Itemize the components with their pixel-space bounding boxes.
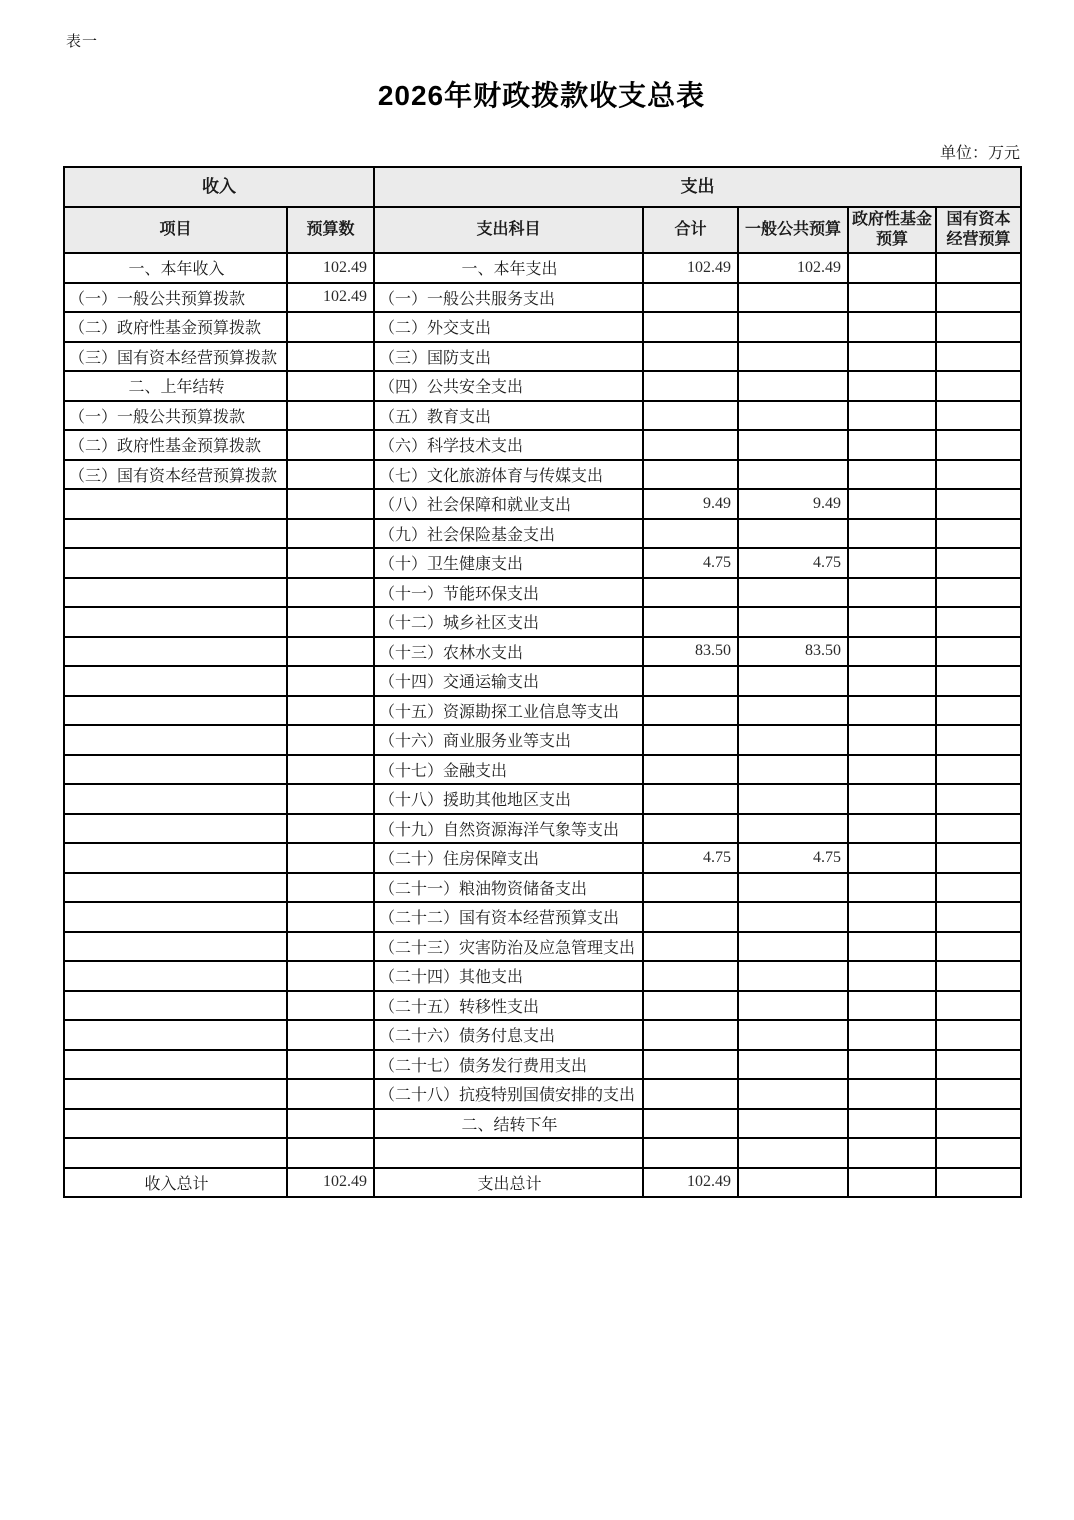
expense-general-budget-cell: [738, 696, 848, 726]
expense-state-capital-cell: [936, 814, 1021, 844]
col-header-gov-fund-budget: 政府性基金预算: [848, 207, 936, 253]
expense-gov-fund-cell: [848, 460, 936, 490]
expense-state-capital-cell: [936, 637, 1021, 667]
table-row: [64, 312, 1021, 342]
expense-general-budget-cell: [738, 666, 848, 696]
expense-gov-fund-cell: [848, 755, 936, 785]
expense-item-cell: （十二）城乡社区支出: [374, 607, 643, 637]
table-row: [64, 401, 1021, 431]
table-row: [64, 1109, 1021, 1139]
expense-item-cell: （十一）节能环保支出: [374, 578, 643, 608]
table-row: [64, 1138, 1021, 1168]
expense-general-budget-cell: 102.49: [738, 253, 848, 283]
expense-gov-fund-cell: [848, 1020, 936, 1050]
expense-gov-fund-cell: [848, 696, 936, 726]
expense-item-cell: （二十三）灾害防治及应急管理支出: [374, 932, 643, 962]
col-header-budget: 预算数: [287, 207, 374, 253]
income-item-cell: [64, 725, 287, 755]
expense-state-capital-cell: [936, 312, 1021, 342]
income-budget-cell: [287, 873, 374, 903]
table-row: [64, 784, 1021, 814]
income-item-cell: [64, 784, 287, 814]
expense-gov-fund-cell: [848, 519, 936, 549]
income-budget-cell: [287, 696, 374, 726]
income-budget-cell: [287, 401, 374, 431]
expense-general-budget-cell: [738, 725, 848, 755]
income-budget-cell: [287, 725, 374, 755]
expense-total-cell: [643, 312, 738, 342]
table-row: [64, 932, 1021, 962]
income-item-cell: （三）国有资本经营预算拨款: [64, 342, 287, 372]
expense-gov-fund-cell: [848, 961, 936, 991]
table-row: [64, 548, 1021, 578]
table-row: [64, 607, 1021, 637]
income-budget-cell: [287, 814, 374, 844]
expense-item-cell: 二、结转下年: [374, 1109, 643, 1139]
expense-state-capital-cell: [936, 283, 1021, 313]
expense-total-cell: [643, 1050, 738, 1080]
expense-gov-fund-cell: [848, 843, 936, 873]
income-item-cell: [64, 991, 287, 1021]
income-budget-cell: [287, 843, 374, 873]
income-budget-cell: [287, 1079, 374, 1109]
expense-general-budget-cell: 4.75: [738, 843, 848, 873]
expense-gov-fund-cell: [848, 342, 936, 372]
expense-general-budget-cell: 83.50: [738, 637, 848, 667]
expense-total-cell: [643, 1109, 738, 1139]
expense-total-cell: 102.49: [643, 253, 738, 283]
sheet-number-label: 表一: [66, 34, 99, 50]
expense-item-cell: （十九）自然资源海洋气象等支出: [374, 814, 643, 844]
table-row: [64, 637, 1021, 667]
expense-total-cell: [643, 991, 738, 1021]
expense-general-budget-cell: [738, 1079, 848, 1109]
expense-total-cell: [643, 1138, 738, 1168]
expense-state-capital-cell: [936, 902, 1021, 932]
expense-total-cell: [643, 961, 738, 991]
expense-total-cell: [643, 342, 738, 372]
expense-gov-fund-cell: [848, 932, 936, 962]
expense-item-cell: （二十六）债务付息支出: [374, 1020, 643, 1050]
expense-gov-fund-cell: [848, 401, 936, 431]
expense-item-cell: （七）文化旅游体育与传媒支出: [374, 460, 643, 490]
expense-state-capital-cell: [936, 696, 1021, 726]
expense-gov-fund-cell: [848, 1138, 936, 1168]
expense-general-budget-cell: [738, 578, 848, 608]
expense-gov-fund-cell: [848, 489, 936, 519]
expense-item-cell: （二十四）其他支出: [374, 961, 643, 991]
expense-state-capital-cell: [936, 401, 1021, 431]
expense-gov-fund-cell: [848, 312, 936, 342]
table-row: [64, 666, 1021, 696]
expense-general-budget-cell: [738, 283, 848, 313]
col-header-income-item: 项目: [64, 207, 287, 253]
expense-state-capital-cell: [936, 991, 1021, 1021]
expense-item-cell: 一、本年支出: [374, 253, 643, 283]
expense-gov-fund-cell: [848, 253, 936, 283]
income-budget-cell: [287, 519, 374, 549]
expense-general-budget-cell: [738, 430, 848, 460]
expense-item-cell: （三）国防支出: [374, 342, 643, 372]
table-row: [64, 342, 1021, 372]
income-budget-cell: [287, 430, 374, 460]
income-item-cell: （一）一般公共预算拨款: [64, 401, 287, 431]
expense-state-capital-cell: [936, 342, 1021, 372]
income-item-cell: [64, 902, 287, 932]
income-item-cell: [64, 1138, 287, 1168]
expense-total-cell: [643, 666, 738, 696]
income-budget-cell: [287, 637, 374, 667]
expense-gov-fund-cell: [848, 283, 936, 313]
expense-general-budget-cell: [738, 873, 848, 903]
col-header-general-public-budget: 一般公共预算: [738, 207, 848, 253]
expense-item-cell: [374, 1138, 643, 1168]
expense-gov-fund-cell: [848, 637, 936, 667]
table-row: [64, 961, 1021, 991]
expense-state-capital-cell: [936, 843, 1021, 873]
expense-total-cell: [643, 607, 738, 637]
expense-general-budget-cell: [738, 607, 848, 637]
expense-general-budget-cell: [738, 755, 848, 785]
expense-general-budget-cell: [738, 1050, 848, 1080]
expense-state-capital-cell: [936, 578, 1021, 608]
expense-total-cell: [643, 519, 738, 549]
income-item-cell: [64, 755, 287, 785]
income-item-cell: （二）政府性基金预算拨款: [64, 312, 287, 342]
table-row: [64, 725, 1021, 755]
expense-gov-fund-cell: [848, 607, 936, 637]
expense-item-cell: （四）公共安全支出: [374, 371, 643, 401]
expense-state-capital-cell: [936, 253, 1021, 283]
table-row: [64, 578, 1021, 608]
expense-gov-fund-cell: [848, 1168, 936, 1198]
expense-group-header: 支出: [374, 167, 1021, 207]
table-row: [64, 519, 1021, 549]
income-budget-cell: [287, 460, 374, 490]
expense-state-capital-cell: [936, 1020, 1021, 1050]
expense-state-capital-cell: [936, 489, 1021, 519]
expense-state-capital-cell: [936, 1138, 1021, 1168]
income-budget-cell: 102.49: [287, 283, 374, 313]
page-title: 2026年财政拨款收支总表: [377, 80, 706, 111]
expense-general-budget-cell: [738, 401, 848, 431]
table-row: [64, 460, 1021, 490]
table-row: [64, 430, 1021, 460]
expense-state-capital-cell: [936, 1109, 1021, 1139]
expense-item-cell: （二）外交支出: [374, 312, 643, 342]
expense-total-cell: [643, 784, 738, 814]
income-item-cell: [64, 666, 287, 696]
expense-item-cell: （五）教育支出: [374, 401, 643, 431]
income-item-cell: （二）政府性基金预算拨款: [64, 430, 287, 460]
expense-state-capital-cell: [936, 873, 1021, 903]
income-budget-cell: [287, 312, 374, 342]
expense-state-capital-cell: [936, 1079, 1021, 1109]
expense-general-budget-cell: [738, 1109, 848, 1139]
income-budget-cell: [287, 548, 374, 578]
budget-summary-table: [63, 166, 1022, 1198]
table-row: [64, 1020, 1021, 1050]
expense-item-cell: （二十二）国有资本经营预算支出: [374, 902, 643, 932]
expense-total-cell: 102.49: [643, 1168, 738, 1198]
expense-total-cell: 4.75: [643, 843, 738, 873]
income-budget-cell: [287, 1020, 374, 1050]
expense-general-budget-cell: [738, 784, 848, 814]
expense-total-cell: 83.50: [643, 637, 738, 667]
income-budget-cell: [287, 666, 374, 696]
expense-general-budget-cell: [738, 1020, 848, 1050]
income-budget-cell: [287, 991, 374, 1021]
income-budget-cell: 102.49: [287, 1168, 374, 1198]
col-header-state-capital-budget: 国有资本经营预算: [936, 207, 1021, 253]
income-item-cell: [64, 961, 287, 991]
expense-general-budget-cell: [738, 460, 848, 490]
expense-total-cell: [643, 902, 738, 932]
expense-item-cell: 支出总计: [374, 1168, 643, 1198]
income-item-cell: 一、本年收入: [64, 253, 287, 283]
expense-gov-fund-cell: [848, 371, 936, 401]
income-budget-cell: [287, 489, 374, 519]
expense-item-cell: （二十五）转移性支出: [374, 991, 643, 1021]
income-budget-cell: [287, 755, 374, 785]
income-item-cell: [64, 489, 287, 519]
table-body: [64, 253, 1021, 1197]
expense-total-cell: [643, 696, 738, 726]
expense-state-capital-cell: [936, 548, 1021, 578]
expense-gov-fund-cell: [848, 784, 936, 814]
expense-gov-fund-cell: [848, 578, 936, 608]
expense-item-cell: （二十七）债务发行费用支出: [374, 1050, 643, 1080]
expense-total-cell: [643, 401, 738, 431]
expense-item-cell: （二十）住房保障支出: [374, 843, 643, 873]
expense-gov-fund-cell: [848, 814, 936, 844]
expense-item-cell: （十八）援助其他地区支出: [374, 784, 643, 814]
expense-total-cell: [643, 371, 738, 401]
expense-gov-fund-cell: [848, 902, 936, 932]
expense-state-capital-cell: [936, 1050, 1021, 1080]
expense-state-capital-cell: [936, 460, 1021, 490]
expense-general-budget-cell: [738, 814, 848, 844]
expense-state-capital-cell: [936, 1168, 1021, 1198]
income-budget-cell: [287, 578, 374, 608]
expense-general-budget-cell: [738, 519, 848, 549]
income-budget-cell: [287, 607, 374, 637]
expense-total-cell: [643, 814, 738, 844]
income-item-cell: [64, 932, 287, 962]
expense-state-capital-cell: [936, 607, 1021, 637]
expense-gov-fund-cell: [848, 1050, 936, 1080]
table-row: [64, 1168, 1021, 1198]
expense-general-budget-cell: 4.75: [738, 548, 848, 578]
expense-total-cell: 9.49: [643, 489, 738, 519]
expense-total-cell: [643, 283, 738, 313]
income-item-cell: 二、上年结转: [64, 371, 287, 401]
expense-item-cell: （十四）交通运输支出: [374, 666, 643, 696]
income-budget-cell: [287, 902, 374, 932]
col-header-expense-item: 支出科目: [374, 207, 643, 253]
income-item-cell: [64, 548, 287, 578]
expense-item-cell: （八）社会保障和就业支出: [374, 489, 643, 519]
expense-general-budget-cell: [738, 371, 848, 401]
income-item-cell: [64, 873, 287, 903]
expense-state-capital-cell: [936, 519, 1021, 549]
income-item-cell: [64, 1079, 287, 1109]
income-item-cell: [64, 519, 287, 549]
income-budget-cell: [287, 342, 374, 372]
income-item-cell: （三）国有资本经营预算拨款: [64, 460, 287, 490]
expense-state-capital-cell: [936, 430, 1021, 460]
expense-item-cell: （六）科学技术支出: [374, 430, 643, 460]
expense-item-cell: （二十八）抗疫特别国债安排的支出: [374, 1079, 643, 1109]
table-row: [64, 873, 1021, 903]
table-row: [64, 902, 1021, 932]
expense-total-cell: [643, 873, 738, 903]
income-item-cell: [64, 1050, 287, 1080]
expense-state-capital-cell: [936, 371, 1021, 401]
expense-general-budget-cell: [738, 961, 848, 991]
income-budget-cell: 102.49: [287, 253, 374, 283]
group-header-row: [64, 167, 1021, 207]
income-budget-cell: [287, 371, 374, 401]
income-item-cell: 收入总计: [64, 1168, 287, 1198]
income-item-cell: [64, 637, 287, 667]
expense-item-cell: （二十一）粮油物资储备支出: [374, 873, 643, 903]
income-budget-cell: [287, 961, 374, 991]
table-row: [64, 371, 1021, 401]
expense-general-budget-cell: [738, 342, 848, 372]
expense-total-cell: [643, 1020, 738, 1050]
expense-item-cell: （十三）农林水支出: [374, 637, 643, 667]
expense-general-budget-cell: [738, 932, 848, 962]
expense-general-budget-cell: [738, 1138, 848, 1168]
income-item-cell: [64, 607, 287, 637]
income-budget-cell: [287, 932, 374, 962]
expense-gov-fund-cell: [848, 1079, 936, 1109]
table-row: [64, 696, 1021, 726]
table-row: [64, 253, 1021, 283]
table-row: [64, 1079, 1021, 1109]
income-item-cell: （一）一般公共预算拨款: [64, 283, 287, 313]
expense-gov-fund-cell: [848, 873, 936, 903]
col-header-total: 合计: [643, 207, 738, 253]
income-budget-cell: [287, 784, 374, 814]
column-header-row: [64, 207, 1021, 253]
expense-general-budget-cell: [738, 991, 848, 1021]
expense-gov-fund-cell: [848, 430, 936, 460]
expense-total-cell: [643, 460, 738, 490]
income-item-cell: [64, 1109, 287, 1139]
expense-item-cell: （九）社会保险基金支出: [374, 519, 643, 549]
income-group-header: 收入: [64, 167, 374, 207]
income-budget-cell: [287, 1109, 374, 1139]
table-row: [64, 814, 1021, 844]
expense-total-cell: [643, 578, 738, 608]
expense-state-capital-cell: [936, 725, 1021, 755]
table-header: [64, 167, 1021, 253]
table-row: [64, 843, 1021, 873]
table-row: [64, 489, 1021, 519]
expense-gov-fund-cell: [848, 548, 936, 578]
expense-total-cell: [643, 755, 738, 785]
income-budget-cell: [287, 1050, 374, 1080]
income-budget-cell: [287, 1138, 374, 1168]
table-row: [64, 991, 1021, 1021]
expense-general-budget-cell: [738, 1168, 848, 1198]
expense-item-cell: （十）卫生健康支出: [374, 548, 643, 578]
unit-note: 单位：万元: [939, 145, 1020, 162]
table-row: [64, 283, 1021, 313]
expense-total-cell: [643, 430, 738, 460]
expense-total-cell: [643, 932, 738, 962]
expense-item-cell: （十五）资源勘探工业信息等支出: [374, 696, 643, 726]
income-item-cell: [64, 1020, 287, 1050]
expense-state-capital-cell: [936, 666, 1021, 696]
expense-item-cell: （一）一般公共服务支出: [374, 283, 643, 313]
income-item-cell: [64, 814, 287, 844]
income-item-cell: [64, 843, 287, 873]
expense-gov-fund-cell: [848, 725, 936, 755]
expense-total-cell: [643, 725, 738, 755]
expense-total-cell: 4.75: [643, 548, 738, 578]
income-item-cell: [64, 696, 287, 726]
expense-item-cell: （十六）商业服务业等支出: [374, 725, 643, 755]
expense-state-capital-cell: [936, 932, 1021, 962]
expense-state-capital-cell: [936, 784, 1021, 814]
expense-item-cell: （十七）金融支出: [374, 755, 643, 785]
expense-state-capital-cell: [936, 755, 1021, 785]
expense-total-cell: [643, 1079, 738, 1109]
expense-gov-fund-cell: [848, 991, 936, 1021]
expense-general-budget-cell: [738, 902, 848, 932]
expense-gov-fund-cell: [848, 1109, 936, 1139]
expense-gov-fund-cell: [848, 666, 936, 696]
expense-general-budget-cell: [738, 312, 848, 342]
table-row: [64, 1050, 1021, 1080]
table-row: [64, 755, 1021, 785]
expense-state-capital-cell: [936, 961, 1021, 991]
income-item-cell: [64, 578, 287, 608]
expense-general-budget-cell: 9.49: [738, 489, 848, 519]
